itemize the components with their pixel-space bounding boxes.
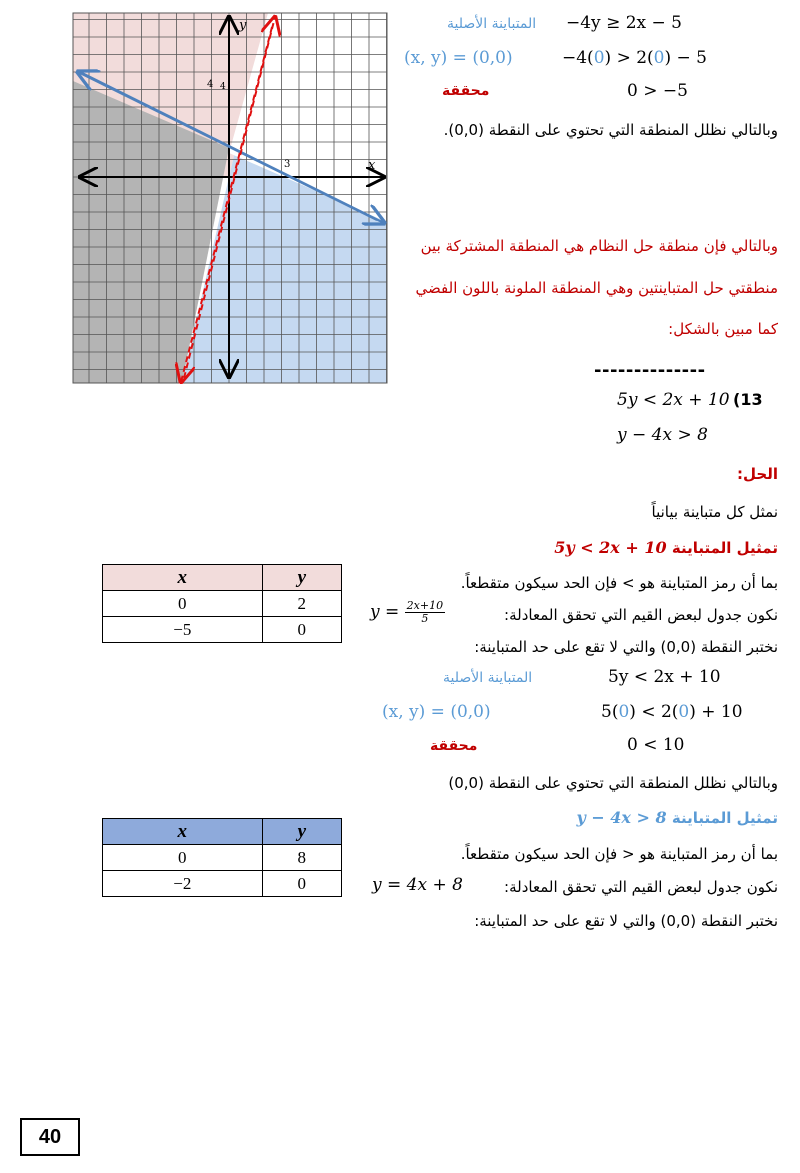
table-header-row xyxy=(103,565,342,591)
part1-ineq-check: 5y < 2x + 10 xyxy=(608,667,721,687)
problem-inequality-2: y − 4x > 8 xyxy=(617,425,708,445)
table-cell: 0 xyxy=(262,617,341,643)
original-inequality-label: المتباينة الأصلية xyxy=(447,16,537,32)
table-header-y: y xyxy=(262,565,341,591)
solution-heading: الحل: xyxy=(737,465,778,483)
original-inequality: −4y ≥ 2x − 5 xyxy=(566,13,682,33)
conclusion-text: وبالتالي نظلل المنطقة التي تحتوي على النقطة (0,0). xyxy=(443,121,778,139)
table-row xyxy=(103,871,342,897)
values-table-2 xyxy=(102,818,342,897)
inequality-graph xyxy=(72,12,388,384)
table-header-row xyxy=(103,819,342,845)
part2-line1: بما أن رمز المتباينة هو < فإن الحد سيكون متقطعاً. xyxy=(460,845,778,863)
values-table-1 xyxy=(102,564,342,643)
table-row xyxy=(103,617,342,643)
page-number: 40 xyxy=(20,1118,80,1156)
part1-test-point: (x, y) = (0,0) xyxy=(382,702,491,722)
table-header-x: x xyxy=(103,819,263,845)
table-cell: 0 xyxy=(103,591,263,617)
part1-line2: نكون جدول لبعض القيم التي تحقق المعادلة: xyxy=(504,606,778,624)
part1-conclusion: وبالتالي نظلل المنطقة التي تحتوي على النقطة (0,0) xyxy=(448,774,778,792)
test-point: (x, y) = (0,0) xyxy=(404,48,513,68)
part1-original-label: المتباينة الأصلية xyxy=(443,670,533,686)
problem-number: (13 xyxy=(733,390,763,409)
part2-equation: y = 4x + 8 xyxy=(372,875,463,895)
part1-valid: محققة xyxy=(430,738,478,754)
part1-line3: نختبر النقطة (0,0) والتي لا تقع على حد المتباينة: xyxy=(474,638,778,656)
table-cell: 0 xyxy=(262,871,341,897)
part2-line3: نختبر النقطة (0,0) والتي لا تقع على حد المتباينة: xyxy=(474,912,778,930)
table-cell: 2 xyxy=(262,591,341,617)
solution-intro: نمثل كل متباينة بيانياً xyxy=(651,503,778,521)
part2-line2: نكون جدول لبعض القيم التي تحقق المعادلة: xyxy=(504,878,778,896)
table-cell: 8 xyxy=(262,845,341,871)
system-solution-line3: كما مبين بالشكل: xyxy=(668,320,778,338)
valid-label: محققة xyxy=(442,83,490,99)
table-cell: −2 xyxy=(103,871,263,897)
part2-title: تمثيل المتباينة y − 4x > 8 xyxy=(576,808,778,827)
system-solution-line1: وبالتالي فإن منطقة حل النظام هي المنطقة المشتركة بين xyxy=(420,237,778,255)
part1-substitution: 5(0) < 2(0) + 10 xyxy=(601,702,743,722)
part1-result: 0 < 10 xyxy=(627,735,685,755)
part1-title: تمثيل المتباينة 5y < 2x + 10 xyxy=(554,538,778,557)
x-axis-label: x xyxy=(368,158,376,173)
y-tick-label-left: 4 xyxy=(220,82,226,92)
part1-equation: y = $\frac{2x+10}{5}$ xyxy=(370,599,444,625)
table-row xyxy=(103,845,342,871)
table-row xyxy=(103,591,342,617)
part1-line1: بما أن رمز المتباينة هو > فإن الحد سيكون متقطعاً. xyxy=(460,574,778,592)
table-header-x: x xyxy=(103,565,263,591)
y-tick-label-right: 4 xyxy=(207,79,214,90)
table-header-y: y xyxy=(262,819,341,845)
result: 0 > −5 xyxy=(627,81,688,101)
substitution: −4(0) > 2(0) − 5 xyxy=(562,48,707,68)
y-axis-label: y xyxy=(239,18,247,33)
problem-inequality-1: 5y < 2x + 10 xyxy=(617,390,730,410)
table-cell: 0 xyxy=(103,845,263,871)
system-solution-line2: منطقتي حل المتباينتين وهي المنطقة الملونة باللون الفضي xyxy=(415,279,778,297)
x-tick-label: 3 xyxy=(284,159,291,170)
separator: -------------- xyxy=(594,360,706,381)
table-cell: −5 xyxy=(103,617,263,643)
